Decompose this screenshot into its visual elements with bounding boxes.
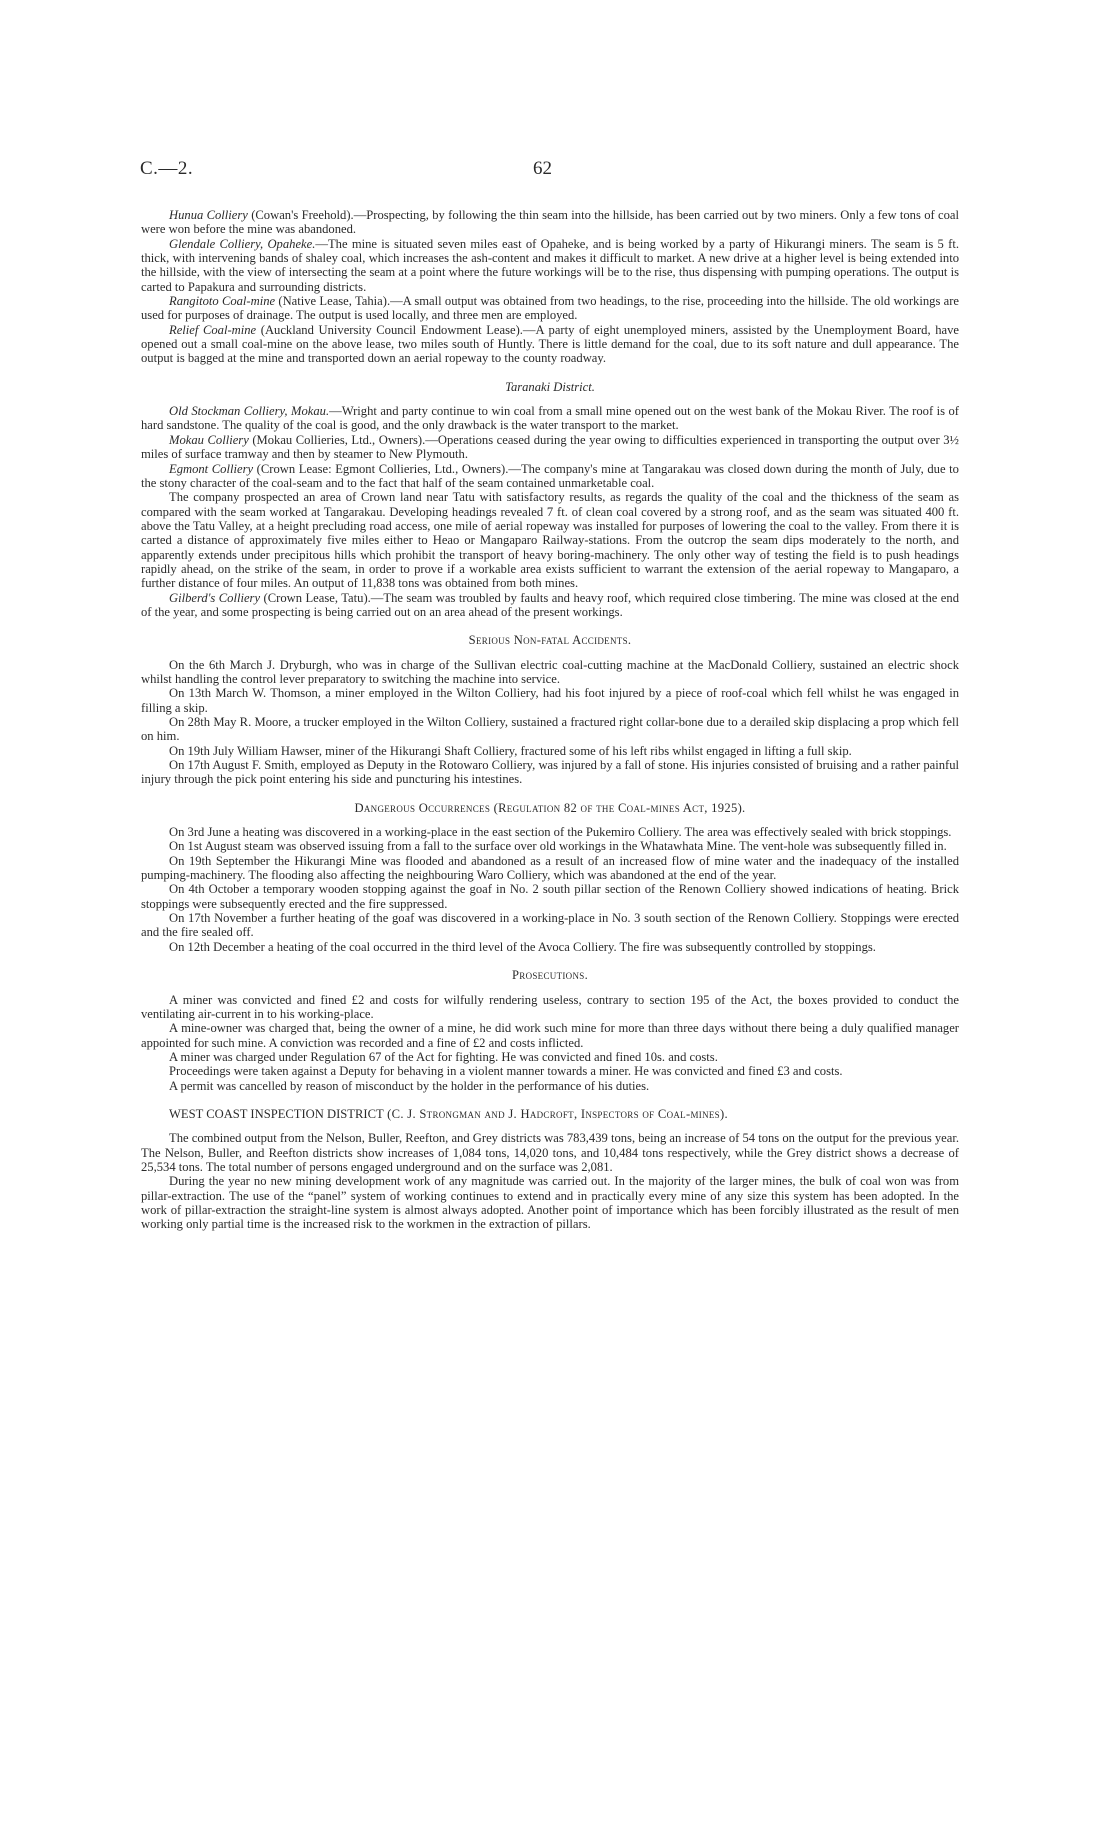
paragraph: On 19th September the Hikurangi Mine was flooded and abandoned as a result of an increased flow of mine water and the inadequacy of the installed pumping-machinery. The flooding also affecting the neighbouring Waro Colliery, which was abandoned at the end of the year. bbox=[141, 853, 959, 883]
document-code: C.—2. bbox=[140, 158, 194, 179]
paragraph: On 19th July William Hawser, miner of the Hikurangi Shaft Colliery, fractured some of his left ribs whilst engaged in lifting a full skip. bbox=[169, 743, 852, 758]
west-coast-inspectors: (C. J. Strongman and J. Hadcroft, Inspectors of Coal-mines). bbox=[383, 1106, 728, 1121]
paragraph: A miner was charged under Regulation 67 of the Act for fighting. He was convicted and fined 10s. and costs. bbox=[169, 1049, 718, 1064]
paragraph-text: (Auckland University Council Endowment Lease).—A party of eight unemployed miners, assisted by the Unemployment Board, have opened out a small coal-mine on the above lease, two miles south of Huntly. There is little demand for the coal, due to its soft nature and dull appearance. The output is bagged at the mine and transported down an aerial ropeway to the county roadway. bbox=[141, 322, 959, 366]
colliery-name: Relief Coal-mine bbox=[169, 322, 257, 337]
section-heading-dangerous-occurrences: Dangerous Occurrences (Regulation 82 of the Coal-mines Act, 1925). bbox=[354, 800, 746, 815]
section-heading-prosecutions: Prosecutions. bbox=[511, 968, 589, 983]
paragraph bbox=[141, 462, 959, 491]
paragraph: A permit was cancelled by reason of misconduct by the holder in the performance of his duties. bbox=[169, 1078, 650, 1093]
paragraph: A miner was convicted and fined £2 and costs for wilfully rendering useless, contrary to section 195 of the Act, the boxes provided to conduct the ventilating air-current in to his working-place. bbox=[141, 992, 959, 1021]
paragraph bbox=[141, 208, 959, 237]
paragraph-text: —Wright and party continue to win coal from a small mine opened out on the west bank of the Mokau River. The roof is of hard sandstone. The quality of the coal is good, and the only drawback is the water transport to the market. bbox=[141, 404, 959, 433]
paragraph bbox=[141, 294, 959, 323]
paragraph-text: The company prospected an area of Crown land near Tatu with satisfactory results, as regards the quality of the coal and the thickness of the seam as compared with the seam worked at Tangarakau. Developing headings revealed 7 ft. of clean coal covered by a strong roof, and as the seam was situated 400 ft. above the Tatu Valley, at a height precluding road access, one mile of aerial ropeway was installed for purposes of lowering the coal to the valley. From there it is carted a distance of approximately five miles either to Heao or Mangaparo Railway-stations. From the outcrop the seam dips moderately to the north, and apparently extends under precipitous hills which prohibit the transport of heavy boring-machinery. The only other way of testing the field is to push headings rapidly ahead, on the strike of the seam, in order to prove if a workable area exists sufficient to warrant the extension of the aerial ropeway to Mangaparo, a further distance of four miles. An output of 11,838 tons was obtained from both mines. bbox=[141, 490, 959, 591]
section-heading-west-coast bbox=[141, 1107, 959, 1121]
paragraph: The combined output from the Nelson, Buller, Reefton, and Grey districts was 783,439 tons, being an increase of 54 tons on the output for the previous year. The Nelson, Buller, and Reefton districts show increases of 1,084 tons, 14,020 tons, and 10,484 tons respectively, while the Grey district shows a decrease of 25,534 tons. The total number of persons engaged underground and on the surface was 2,081. bbox=[141, 1131, 959, 1174]
colliery-name: Mokau Colliery bbox=[169, 432, 249, 447]
paragraph bbox=[141, 323, 959, 366]
paragraph-text: (Mokau Collieries, Ltd., Owners).—Operations ceased during the year owing to difficulties experienced in transporting the output over 3½ miles of surface tramway and then by steamer to New Plymouth. bbox=[141, 432, 959, 462]
paragraph: On 13th March W. Thomson, a miner employed in the Wilton Colliery, had his foot injured by a piece of roof-coal which fell whilst he was engaged in filling a skip. bbox=[141, 686, 959, 715]
paragraph: On 1st August steam was observed issuing from a fall to the surface over old workings in the Whatawhata Mine. The vent-hole was subsequently filled in. bbox=[169, 839, 947, 854]
paragraph-text: (Native Lease, Tahia).—A small output was obtained from two headings, to the rise, proceeding into the hillside. The old workings are used for purposes of drainage. The output is used locally, and three men are employed. bbox=[141, 294, 959, 323]
paragraph: On 3rd June a heating was discovered in a working-place in the east section of the Pukemiro Colliery. The area was effectively sealed with brick stoppings. bbox=[169, 825, 952, 840]
paragraph: During the year no new mining development work of any magnitude was carried out. In the majority of the larger mines, the bulk of coal won was from pillar-extraction. The use of the “panel” system of working continues to extend and in practically every mine of any size this system has been adopted. In the work of pillar-extraction the straight-line system is almost always adopted. Another point of importance which has been forcibly illustrated as the result of men working only partial time is the increased risk to the workmen in the extraction of pillars. bbox=[141, 1174, 959, 1232]
paragraph: On the 6th March J. Dryburgh, who was in charge of the Sullivan electric coal-cutting machine at the MacDonald Colliery, sustained an electric shock whilst handling the control lever preparatory to switching the machine into service. bbox=[141, 657, 959, 686]
paragraph: A mine-owner was charged that, being the owner of a mine, he did work such mine for more than three days without there being a duly qualified manager appointed for such mine. A conviction was recorded and a fine of £2 and costs inflicted. bbox=[141, 1021, 959, 1050]
page-body bbox=[141, 208, 959, 1232]
paragraph-text: (Crown Lease, Tatu).—The seam was troubled by faults and heavy roof, which required close timbering. The mine was closed at the end of the year, and some prospecting is being carried out on an area ahead of the present workings. bbox=[141, 590, 959, 619]
paragraph: On 28th May R. Moore, a trucker employed in the Wilton Colliery, sustained a fractured right collar-bone due to a derailed skip displacing a prop which fell on him. bbox=[141, 715, 959, 744]
colliery-name: Hunua Colliery bbox=[169, 208, 248, 222]
paragraph bbox=[141, 490, 959, 590]
paragraph: On 17th November a further heating of the goaf was discovered in a working-place in No. 3 south section of the Renown Colliery. Stoppings were erected and the fire sealed off. bbox=[141, 911, 959, 940]
paragraph-text: —The mine is situated seven miles east of Opaheke, and is being worked by a party of Hikurangi miners. The seam is 5 ft. thick, with intervening bands of shaley coal, which increases the ash-content and makes it difficult to market. A new drive at a higher level is being extended into the hillside, with the view of intersecting the seam at a point where the future workings will be to the rise, thus dispensing with pumping operations. The output is carted to Papakura and surrounding districts. bbox=[141, 236, 959, 294]
section-heading-accidents: Serious Non-fatal Accidents. bbox=[468, 633, 632, 648]
colliery-name: Gilberd's Colliery bbox=[169, 590, 261, 605]
paragraph-text: (Cowan's Freehold).—Prospecting, by following the thin seam into the hillside, has been carried out by two miners. Only a few tons of coal were won before the mine was abandoned. bbox=[141, 208, 959, 237]
paragraph: Proceedings were taken against a Deputy for behaving in a violent manner towards a miner. He was convicted and fined £3 and costs. bbox=[169, 1064, 843, 1079]
paragraph: On 17th August F. Smith, employed as Deputy in the Rotowaro Colliery, was injured by a fall of stone. His injuries consisted of bruising and a rather painful injury through the pick point entering his side and puncturing his intestines. bbox=[141, 758, 959, 787]
section-heading-taranaki: Taranaki District. bbox=[505, 379, 595, 394]
paragraph bbox=[141, 237, 959, 294]
paragraph bbox=[141, 404, 959, 433]
west-coast-title: WEST COAST INSPECTION DISTRICT bbox=[169, 1106, 384, 1121]
colliery-name: Glendale Colliery, Opaheke. bbox=[169, 236, 316, 251]
paragraph bbox=[141, 433, 959, 462]
colliery-name: Egmont Colliery bbox=[169, 461, 254, 476]
colliery-name: Rangitoto Coal-mine bbox=[169, 294, 276, 309]
colliery-name: Old Stockman Colliery, Mokau. bbox=[169, 404, 330, 419]
page-number: 62 bbox=[533, 158, 552, 179]
paragraph-text: (Crown Lease: Egmont Collieries, Ltd., Owners).—The company's mine at Tangarakau was closed down during the month of July, due to the stony character of the coal-seam and to the fact that half of the seam contained unmarketable coal. bbox=[141, 461, 959, 490]
page-header bbox=[140, 158, 960, 188]
paragraph bbox=[141, 591, 959, 620]
paragraph: On 12th December a heating of the coal occurred in the third level of the Avoca Colliery. The fire was subsequently controlled by stoppings. bbox=[169, 939, 876, 954]
paragraph: On 4th October a temporary wooden stopping against the goaf in No. 2 south pillar section of the Renown Colliery showed indications of heating. Brick stoppings were subsequently erected and the fire suppressed. bbox=[141, 882, 959, 911]
